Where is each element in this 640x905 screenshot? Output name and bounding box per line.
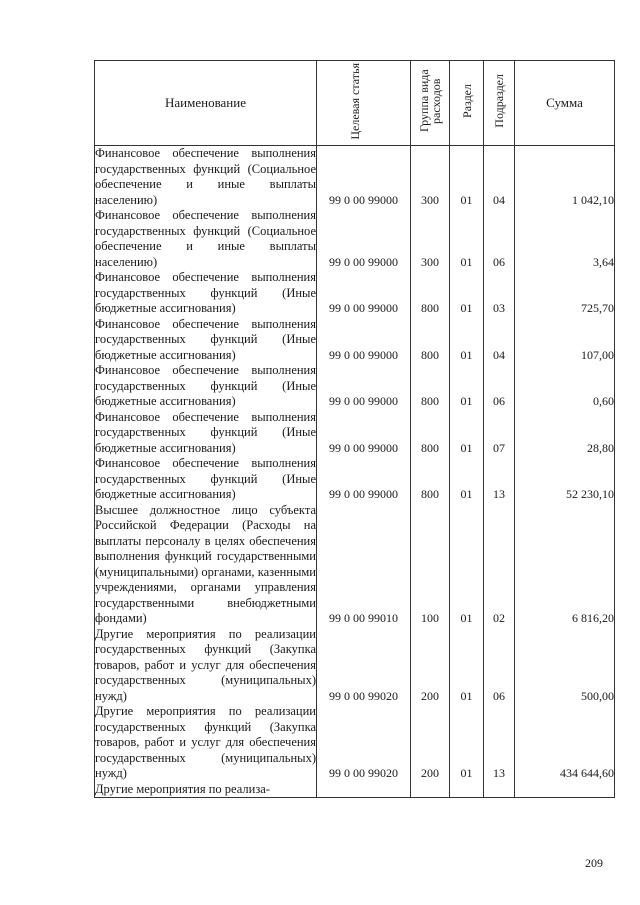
row-subsection	[484, 782, 515, 798]
header-target	[317, 61, 411, 146]
row-subsection: 04	[484, 317, 515, 364]
row-expense-group: 800	[411, 317, 450, 364]
row-section: 01	[450, 317, 484, 364]
table-row	[95, 503, 615, 627]
table-row	[95, 782, 615, 798]
budget-table	[94, 60, 615, 798]
row-target-code: 99 0 00 99000	[317, 146, 411, 209]
row-sum: 1 042,10	[515, 146, 615, 209]
header-group-label: Группа вида расходов	[417, 69, 443, 133]
row-target-code: 99 0 00 99000	[317, 456, 411, 503]
header-sum: Сумма	[515, 61, 615, 146]
table-row	[95, 410, 615, 457]
row-expense-group: 800	[411, 410, 450, 457]
row-expense-group: 800	[411, 456, 450, 503]
row-sum: 434 644,60	[515, 704, 615, 782]
row-name: Финансовое обеспечение выполнения государственных функций (Иные бюджетные ассигнования)	[95, 456, 316, 501]
table-row	[95, 704, 615, 782]
header-subsection	[484, 61, 515, 146]
row-name: Финансовое обеспечение выполнения государственных функций (Иные бюджетные ассигнования)	[95, 270, 316, 315]
row-expense-group: 200	[411, 704, 450, 782]
row-sum: 6 816,20	[515, 503, 615, 627]
row-name: Другие мероприятия по реализации государственных функций (Закупка товаров, работ и услуг для обеспечения государственных (муниципальных) нужд)	[95, 626, 316, 703]
row-name: Другие мероприятия по реализа-	[95, 782, 317, 798]
table-row	[95, 363, 615, 410]
header-section-label: Раздел	[459, 84, 474, 118]
table-row	[95, 317, 615, 364]
row-sum: 28,80	[515, 410, 615, 457]
row-section: 01	[450, 146, 484, 209]
row-subsection: 13	[484, 456, 515, 503]
header-target-label: Целевая статья	[347, 62, 362, 140]
header-section	[450, 61, 484, 146]
row-target-code: 99 0 00 99000	[317, 208, 411, 270]
row-subsection: 06	[484, 363, 515, 410]
row-sum: 500,00	[515, 627, 615, 705]
row-section: 01	[450, 456, 484, 503]
row-name: Другие мероприятия по реализации государственных функций (Закупка товаров, работ и услуг для обеспечения государственных (муниципальных) нужд)	[95, 704, 316, 780]
row-subsection: 13	[484, 704, 515, 782]
table-header	[95, 61, 615, 146]
row-sum: 52 230,10	[515, 456, 615, 503]
row-target-code: 99 0 00 99000	[317, 410, 411, 457]
row-name: Финансовое обеспечение выполнения государственных функций (Иные бюджетные ассигнования)	[95, 409, 316, 455]
row-name: Финансовое обеспечение выполнения государственных функций (Иные бюджетные ассигнования)	[95, 363, 316, 408]
row-name: Финансовое обеспечение выполнения государственных функций (Социальное обеспечение и иные выплаты населению)	[95, 208, 316, 269]
row-expense-group: 300	[411, 208, 450, 270]
row-target-code: 99 0 00 99000	[317, 317, 411, 364]
row-subsection: 06	[484, 627, 515, 705]
table-row	[95, 270, 615, 317]
row-subsection: 06	[484, 208, 515, 270]
row-section	[450, 782, 484, 798]
row-sum: 107,00	[515, 317, 615, 364]
table-row	[95, 627, 615, 705]
row-target-code: 99 0 00 99000	[317, 270, 411, 317]
row-subsection: 07	[484, 410, 515, 457]
row-target-code: 99 0 00 99010	[317, 503, 411, 627]
row-section: 01	[450, 410, 484, 457]
row-expense-group	[411, 782, 450, 798]
header-name: Наименование	[95, 61, 317, 146]
row-subsection: 04	[484, 146, 515, 209]
table-body	[95, 146, 615, 798]
row-subsection: 02	[484, 503, 515, 627]
table-row	[95, 208, 615, 270]
row-expense-group: 800	[411, 270, 450, 317]
row-sum: 725,70	[515, 270, 615, 317]
row-name: Высшее должностное лицо субъекта Российской Федерации (Расходы на выплаты персоналу в целях обеспечения выполнения функций государственными (муниципальными) органами, казенными учреждениями, органами управления государственными внебюджетными фондами)	[95, 502, 316, 625]
row-section: 01	[450, 363, 484, 410]
row-sum: 0,60	[515, 363, 615, 410]
row-expense-group: 300	[411, 146, 450, 209]
row-target-code	[317, 782, 411, 798]
row-section: 01	[450, 704, 484, 782]
row-expense-group: 100	[411, 503, 450, 627]
row-target-code: 99 0 00 99020	[317, 704, 411, 782]
row-sum	[515, 782, 615, 798]
row-sum: 3,64	[515, 208, 615, 270]
row-expense-group: 800	[411, 363, 450, 410]
row-section: 01	[450, 503, 484, 627]
header-subsection-label: Подраздел	[492, 74, 506, 128]
row-section: 01	[450, 627, 484, 705]
header-group	[411, 61, 450, 146]
row-target-code: 99 0 00 99020	[317, 627, 411, 705]
page-number: 209	[585, 856, 603, 870]
row-target-code: 99 0 00 99000	[317, 363, 411, 410]
row-section: 01	[450, 208, 484, 270]
row-expense-group: 200	[411, 627, 450, 705]
table-row	[95, 456, 615, 503]
row-name: Финансовое обеспечение выполнения государственных функций (Иные бюджетные ассигнования)	[95, 316, 316, 362]
table-row	[95, 146, 615, 209]
row-subsection: 03	[484, 270, 515, 317]
row-name: Финансовое обеспечение выполнения государственных функций (Социальное обеспечение и иные выплаты населению)	[95, 146, 316, 207]
row-section: 01	[450, 270, 484, 317]
